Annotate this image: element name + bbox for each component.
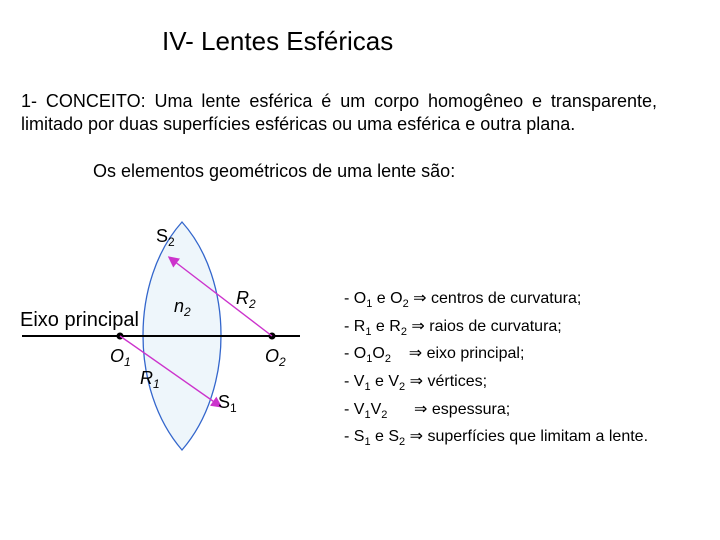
elements-intro: Os elementos geométricos de uma lente são: (93, 161, 456, 181)
label-s1-main: S (218, 392, 231, 412)
label-r1-sub: 1 (153, 377, 160, 391)
label-s2-main: S (156, 226, 169, 246)
concept-number: 1- (21, 91, 46, 111)
elements-legend (344, 288, 648, 454)
label-o2 (265, 346, 286, 369)
label-s2-sub: 2 (168, 235, 175, 249)
label-o2-main: O (265, 346, 280, 366)
concept-text: : Uma lente esférica é um corpo homogêneo e transparente, limitado por duas superfícies esféricas ou uma esférica e outra plana. (21, 91, 657, 134)
label-o1-main: O (110, 346, 125, 366)
label-r2-sub: 2 (249, 297, 256, 311)
label-o1 (110, 346, 131, 369)
label-s1-sub: 1 (230, 401, 237, 415)
label-s2 (156, 226, 175, 249)
legend-row: - $O_1O_2$ ⇒ eixo principal; (344, 345, 525, 366)
axis-label: Eixo principal (20, 309, 139, 331)
label-r2 (236, 288, 256, 311)
legend-row: - $V_1V_2$ ⇒ espessura; (344, 400, 511, 421)
concept-heading: CONCEITO (45, 91, 141, 111)
label-s1 (218, 392, 237, 415)
label-n2-main: n (174, 296, 185, 316)
label-o1-sub: 1 (124, 355, 131, 369)
label-n2-sub: 2 (184, 305, 191, 319)
label-r1-main: R (140, 368, 153, 388)
legend-row: - $S_1$ e $S_2$ ⇒ superfícies que limitam a lente. (344, 428, 649, 449)
concept-paragraph (21, 90, 657, 136)
lens-diagram (0, 200, 340, 460)
label-r2-main: R (236, 288, 249, 308)
legend-row: - $V_1$ e $V_2$ ⇒ vértices; (344, 373, 488, 394)
legend-row: - $O_1$ e $O_2$ ⇒ centros de curvatura; (344, 290, 582, 311)
legend-row: - $R_1$ e $R_2$ ⇒ raios de curvatura; (344, 317, 562, 338)
page-title: IV- Lentes Esféricas (162, 26, 394, 56)
label-o2-sub: 2 (279, 355, 286, 369)
